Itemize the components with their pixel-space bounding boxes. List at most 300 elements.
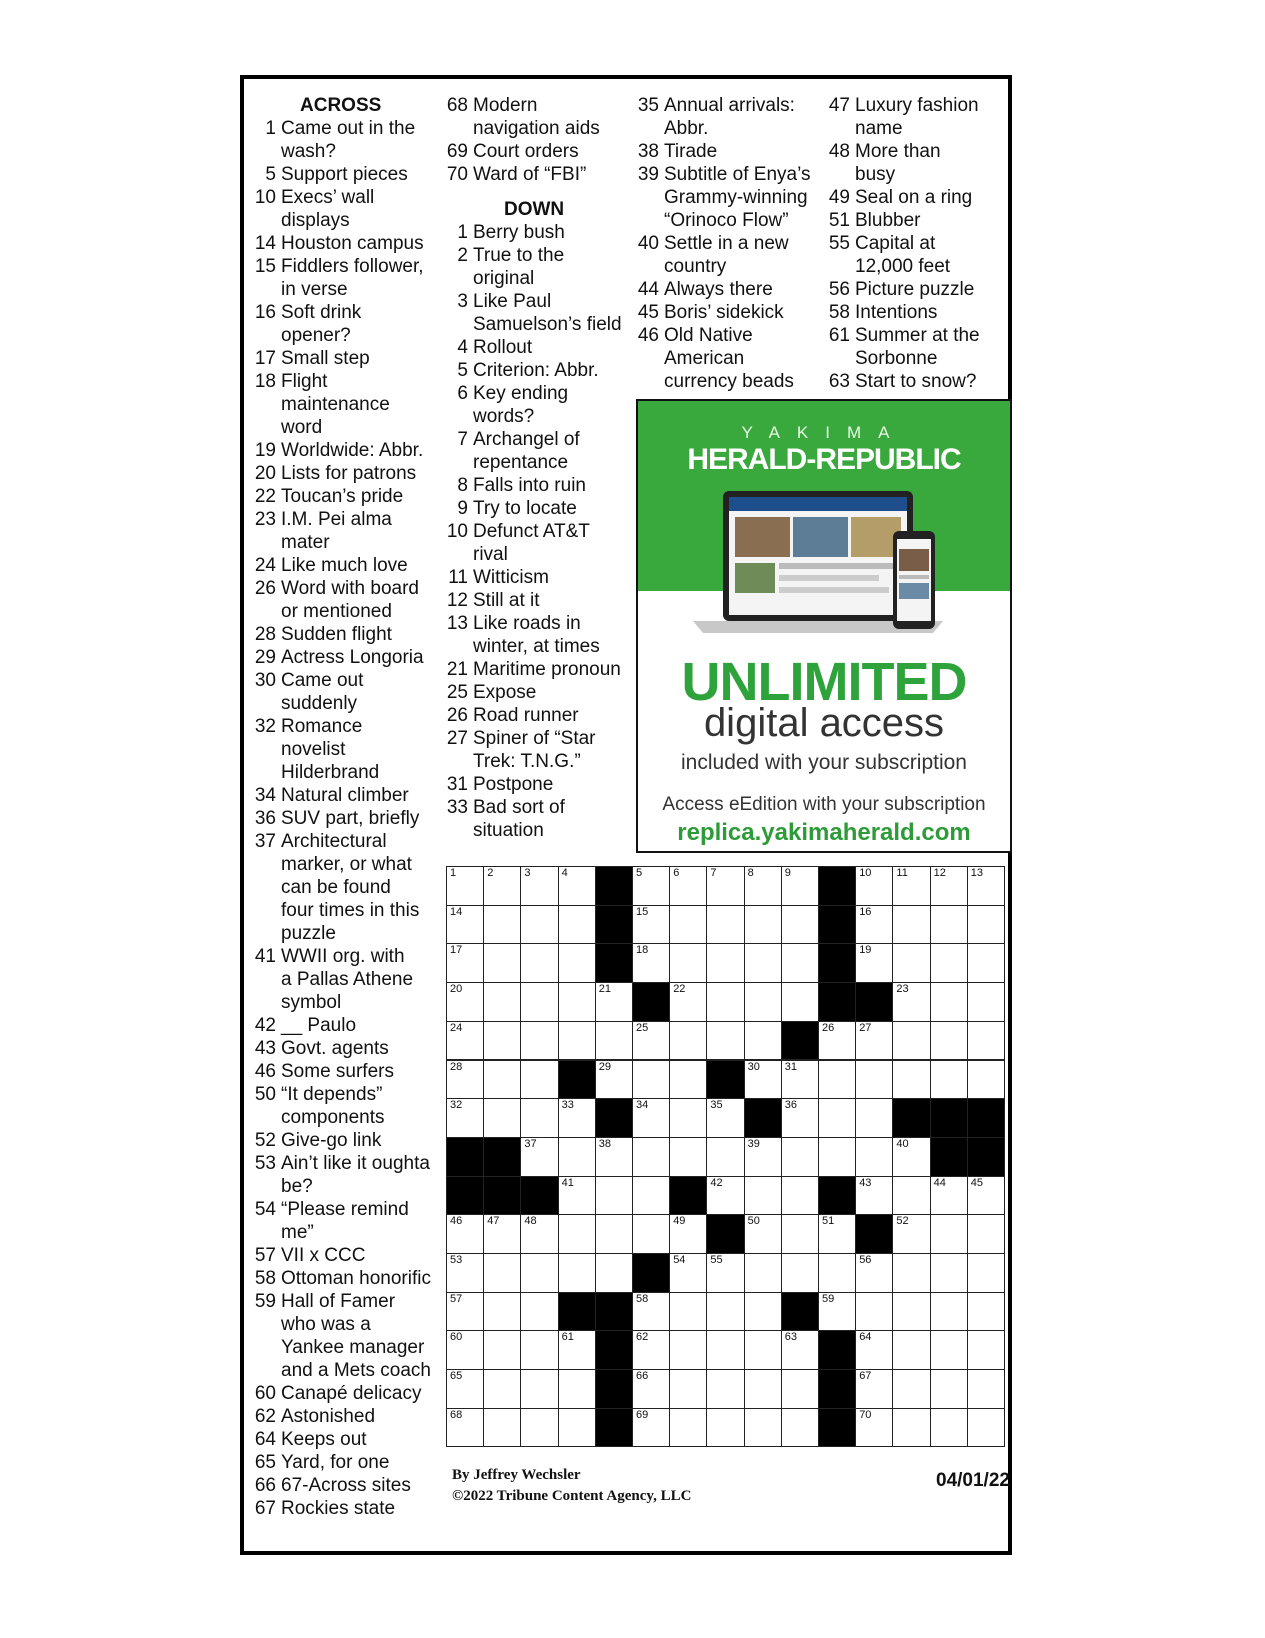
grid-black-square (967, 1137, 1005, 1177)
grid-cell[interactable] (446, 1369, 484, 1409)
grid-cell[interactable] (930, 905, 968, 945)
grid-cell[interactable] (632, 1098, 670, 1138)
clue-a-43 (254, 1037, 432, 1060)
clue-number: 30 (254, 670, 276, 691)
grid-cell[interactable] (706, 1021, 744, 1061)
grid-cell[interactable] (930, 1292, 968, 1332)
grid-cell[interactable] (744, 1408, 782, 1448)
ad-access-text: Access eEdition with your subscription (662, 794, 986, 815)
grid-cell[interactable] (446, 905, 484, 945)
clue-line: word (281, 417, 323, 438)
grid-cell[interactable] (967, 1369, 1005, 1409)
cell-number: 61 (561, 1331, 574, 1344)
clue-line: Word with board (281, 578, 419, 599)
grid-cell[interactable] (483, 1369, 521, 1409)
grid-cell[interactable] (520, 1292, 558, 1332)
grid-cell[interactable] (669, 982, 707, 1022)
grid-cell[interactable] (744, 905, 782, 945)
clue-line: Tirade (664, 141, 718, 162)
clue-number: 26 (446, 705, 468, 726)
grid-cell[interactable] (930, 1369, 968, 1409)
cell-number: 66 (636, 1370, 649, 1383)
grid-cell[interactable] (744, 1214, 782, 1254)
grid-cell[interactable] (930, 1060, 968, 1100)
grid-cell[interactable] (706, 1253, 744, 1293)
grid-cell[interactable] (892, 1137, 930, 1177)
grid-cell[interactable] (855, 1330, 893, 1370)
grid-cell[interactable] (595, 1060, 633, 1100)
clue-text (276, 508, 432, 554)
grid-cell[interactable] (855, 1060, 893, 1100)
clue-text (850, 209, 1010, 232)
grid-cell[interactable] (520, 1253, 558, 1293)
clue-line: Trek: T.N.G.” (473, 751, 581, 772)
grid-cell[interactable] (892, 1369, 930, 1409)
grid-cell[interactable] (855, 1253, 893, 1293)
grid-cell[interactable] (818, 1098, 856, 1138)
clue-text (276, 347, 432, 370)
cell-number: 30 (747, 1060, 760, 1073)
grid-cell[interactable] (558, 1330, 596, 1370)
grid-cell[interactable] (632, 1330, 670, 1370)
grid-cell[interactable] (744, 1021, 782, 1061)
clue-d-56 (828, 278, 1010, 301)
clue-a-62 (254, 1405, 432, 1428)
clue-number: 14 (254, 233, 276, 254)
grid-cell[interactable] (781, 1060, 819, 1100)
grid-cell[interactable] (446, 1098, 484, 1138)
cell-number: 33 (561, 1099, 574, 1112)
clue-text (276, 715, 432, 784)
grid-cell[interactable] (855, 1292, 893, 1332)
grid-cell[interactable] (558, 1098, 596, 1138)
grid-cell[interactable] (930, 1214, 968, 1254)
across-clue-list (254, 117, 432, 1520)
clue-a-66 (254, 1474, 432, 1497)
clue-text (468, 474, 626, 497)
grid-cell[interactable] (967, 982, 1005, 1022)
cell-number: 12 (933, 867, 946, 879)
crossword-grid[interactable] (446, 866, 1016, 1456)
clue-text (276, 945, 432, 1014)
grid-cell[interactable] (855, 1408, 893, 1448)
clue-number: 35 (637, 95, 659, 116)
grid-cell[interactable] (632, 1214, 670, 1254)
grid-cell[interactable] (669, 1330, 707, 1370)
grid-cell[interactable] (967, 943, 1005, 983)
grid-cell[interactable] (930, 1021, 968, 1061)
clue-d-58 (828, 301, 1010, 324)
grid-cell[interactable] (967, 1253, 1005, 1293)
grid-cell[interactable] (855, 1176, 893, 1216)
cell-number: 70 (859, 1408, 872, 1421)
grid-cell[interactable] (706, 1176, 744, 1216)
grid-cell[interactable] (520, 943, 558, 983)
grid-cell[interactable] (632, 1137, 670, 1177)
clue-line: Execs’ wall (281, 187, 375, 208)
subscription-ad[interactable] (636, 399, 1012, 853)
puzzle-date: 04/01/22 (936, 1470, 1010, 1491)
grid-cell[interactable] (706, 1330, 744, 1370)
cell-number: 3 (524, 867, 531, 879)
grid-cell[interactable] (669, 905, 707, 945)
grid-cell[interactable] (669, 1137, 707, 1177)
grid-cell[interactable] (892, 1021, 930, 1061)
grid-cell[interactable] (967, 1214, 1005, 1254)
grid-cell[interactable] (595, 1214, 633, 1254)
grid-cell[interactable] (744, 1292, 782, 1332)
grid-cell[interactable] (892, 1253, 930, 1293)
grid-cell[interactable] (520, 1214, 558, 1254)
grid-cell[interactable] (744, 1176, 782, 1216)
clue-number: 31 (446, 774, 468, 795)
grid-cell[interactable] (558, 1137, 596, 1177)
cell-number: 21 (598, 983, 612, 996)
clue-text (276, 577, 432, 623)
grid-cell[interactable] (446, 1292, 484, 1332)
grid-cell[interactable] (483, 1021, 521, 1061)
grid-cell[interactable] (855, 1369, 893, 1409)
grid-cell[interactable] (632, 866, 670, 906)
grid-cell[interactable] (781, 1176, 819, 1216)
grid-cell[interactable] (483, 1214, 521, 1254)
grid-cell[interactable] (892, 943, 930, 983)
grid-cell[interactable] (706, 982, 744, 1022)
grid-cell[interactable] (818, 1060, 856, 1100)
grid-cell[interactable] (706, 905, 744, 945)
grid-cell[interactable] (558, 1214, 596, 1254)
clue-line: Boris’ sidekick (664, 302, 784, 323)
clue-line: Court orders (473, 141, 579, 162)
grid-cell[interactable] (520, 905, 558, 945)
grid-cell[interactable] (706, 1137, 744, 1177)
clue-number: 26 (254, 578, 276, 599)
grid-cell[interactable] (892, 982, 930, 1022)
grid-cell[interactable] (967, 866, 1005, 906)
grid-cell[interactable] (818, 1214, 856, 1254)
clue-text (659, 94, 817, 140)
grid-cell[interactable] (446, 943, 484, 983)
grid-cell[interactable] (781, 1369, 819, 1409)
grid-cell[interactable] (669, 1408, 707, 1448)
cell-number: 23 (896, 983, 909, 996)
clue-text (850, 301, 1010, 324)
clue-line: Annual arrivals: (664, 95, 795, 116)
grid-cell[interactable] (892, 1408, 930, 1448)
clue-d-55 (828, 232, 1010, 278)
clue-number: 45 (637, 302, 659, 323)
grid-cell[interactable] (781, 943, 819, 983)
grid-cell[interactable] (595, 1137, 633, 1177)
grid-cell[interactable] (669, 1060, 707, 1100)
grid-cell[interactable] (520, 1060, 558, 1100)
grid-cell[interactable] (967, 905, 1005, 945)
grid-cell[interactable] (669, 1292, 707, 1332)
cell-number: 48 (524, 1215, 537, 1228)
grid-cell[interactable] (520, 1408, 558, 1448)
ad-included-text: included with your subscription (681, 751, 967, 774)
grid-black-square (930, 1137, 968, 1177)
grid-cell[interactable] (483, 905, 521, 945)
clue-number: 10 (446, 521, 468, 542)
grid-cell[interactable] (855, 866, 893, 906)
grid-black-square (818, 943, 856, 983)
grid-cell[interactable] (520, 1021, 558, 1061)
clue-line: country (664, 256, 727, 277)
grid-cell[interactable] (781, 1214, 819, 1254)
grid-cell[interactable] (781, 1137, 819, 1177)
grid-cell[interactable] (520, 1369, 558, 1409)
grid-cell[interactable] (558, 982, 596, 1022)
grid-cell[interactable] (632, 1408, 670, 1448)
grid-cell[interactable] (595, 982, 633, 1022)
clue-line: Like roads in (473, 613, 581, 634)
grid-cell[interactable] (558, 1408, 596, 1448)
clue-number: 8 (457, 475, 468, 496)
clue-line: Govt. agents (281, 1038, 389, 1059)
clue-line: Flight (281, 371, 328, 392)
grid-cell[interactable] (967, 1176, 1005, 1216)
grid-cell[interactable] (892, 1292, 930, 1332)
grid-cell[interactable] (855, 1021, 893, 1061)
grid-cell[interactable] (855, 1098, 893, 1138)
grid-cell[interactable] (706, 1098, 744, 1138)
grid-cell[interactable] (520, 1137, 558, 1177)
grid-cell[interactable] (669, 866, 707, 906)
grid-cell[interactable] (446, 1021, 484, 1061)
cell-number: 63 (784, 1331, 798, 1344)
clue-d-13 (446, 612, 626, 658)
grid-cell[interactable] (855, 943, 893, 983)
clue-a-10 (254, 186, 432, 232)
grid-cell[interactable] (520, 1098, 558, 1138)
grid-cell[interactable] (930, 1253, 968, 1293)
grid-cell[interactable] (558, 943, 596, 983)
grid-cell[interactable] (892, 905, 930, 945)
grid-cell[interactable] (446, 982, 484, 1022)
grid-cell[interactable] (855, 905, 893, 945)
grid-cell[interactable] (446, 866, 484, 906)
grid-cell[interactable] (706, 1292, 744, 1332)
grid-cell[interactable] (781, 866, 819, 906)
grid-cell[interactable] (632, 905, 670, 945)
grid-cell[interactable] (483, 1098, 521, 1138)
cell-number: 41 (561, 1176, 574, 1189)
grid-cell[interactable] (930, 1408, 968, 1448)
grid-cell[interactable] (706, 1369, 744, 1409)
ad-url-link[interactable]: replica.yakimaherald.com (677, 819, 971, 846)
grid-cell[interactable] (818, 1137, 856, 1177)
grid-cell[interactable] (520, 982, 558, 1022)
grid-cell[interactable] (632, 1369, 670, 1409)
grid-cell[interactable] (446, 1253, 484, 1293)
grid-cell[interactable] (855, 1137, 893, 1177)
clue-line: 12,000 feet (855, 256, 951, 277)
cell-number: 44 (933, 1176, 946, 1189)
clue-line: Houston campus (281, 233, 424, 254)
grid-cell[interactable] (744, 1330, 782, 1370)
grid-cell[interactable] (930, 866, 968, 906)
grid-cell[interactable] (744, 943, 782, 983)
grid-cell[interactable] (744, 866, 782, 906)
grid-cell[interactable] (967, 1408, 1005, 1448)
grid-black-square (595, 1369, 633, 1409)
grid-cell[interactable] (632, 1176, 670, 1216)
grid-cell[interactable] (818, 1253, 856, 1293)
clue-d-10 (446, 520, 626, 566)
grid-cell[interactable] (483, 1408, 521, 1448)
clue-a-67 (254, 1497, 432, 1520)
grid-cell[interactable] (520, 1330, 558, 1370)
clue-a-5 (254, 163, 432, 186)
across-header: ACROSS (300, 95, 382, 116)
clue-text (276, 1152, 432, 1198)
grid-cell[interactable] (446, 1060, 484, 1100)
grid-cell[interactable] (967, 1330, 1005, 1370)
clue-number: 69 (446, 141, 468, 162)
grid-cell[interactable] (781, 1330, 819, 1370)
clue-a-1 (254, 117, 432, 163)
clue-number: 51 (828, 210, 850, 231)
grid-cell[interactable] (483, 1060, 521, 1100)
grid-cell[interactable] (744, 1369, 782, 1409)
grid-cell[interactable] (892, 1060, 930, 1100)
clue-a-64 (254, 1428, 432, 1451)
cell-number: 18 (636, 944, 649, 957)
cell-number: 27 (859, 1021, 872, 1034)
grid-cell[interactable] (632, 1060, 670, 1100)
grid-cell[interactable] (669, 1369, 707, 1409)
grid-cell[interactable] (892, 1214, 930, 1254)
grid-black-square (595, 866, 633, 906)
grid-cell[interactable] (483, 1330, 521, 1370)
grid-cell[interactable] (446, 1214, 484, 1254)
grid-cell[interactable] (781, 1253, 819, 1293)
clue-line: in verse (281, 279, 348, 300)
grid-cell[interactable] (781, 1408, 819, 1448)
clue-text (276, 830, 432, 945)
grid-cell[interactable] (967, 1292, 1005, 1332)
grid-cell[interactable] (892, 1176, 930, 1216)
grid-cell[interactable] (520, 866, 558, 906)
grid-cell[interactable] (632, 943, 670, 983)
across-clues-column (254, 94, 432, 1520)
grid-cell[interactable] (595, 1253, 633, 1293)
grid-cell[interactable] (632, 1292, 670, 1332)
grid-cell[interactable] (744, 1253, 782, 1293)
grid-cell[interactable] (632, 1021, 670, 1061)
grid-cell[interactable] (558, 1176, 596, 1216)
grid-cell[interactable] (446, 1330, 484, 1370)
grid-cell[interactable] (446, 1408, 484, 1448)
copyright-text: ©2022 Tribune Content Agency, LLC (452, 1488, 692, 1504)
grid-cell[interactable] (483, 866, 521, 906)
grid-cell[interactable] (706, 866, 744, 906)
grid-black-square (818, 1176, 856, 1216)
grid-cell[interactable] (892, 1330, 930, 1370)
clue-line: rival (473, 544, 508, 565)
grid-cell[interactable] (595, 1176, 633, 1216)
grid-black-square (818, 1408, 856, 1448)
grid-cell[interactable] (558, 1021, 596, 1061)
clue-d-6 (446, 382, 626, 428)
cell-number: 16 (859, 905, 872, 918)
grid-cell[interactable] (483, 982, 521, 1022)
cell-number: 9 (784, 867, 791, 879)
cell-number: 47 (487, 1215, 500, 1228)
clue-d-47 (828, 94, 1010, 140)
grid-cell[interactable] (483, 1292, 521, 1332)
grid-cell[interactable] (781, 1098, 819, 1138)
clue-number: 63 (828, 371, 850, 392)
grid-cell[interactable] (892, 866, 930, 906)
clue-line: Still at it (473, 590, 540, 611)
clue-number: 1 (457, 222, 468, 243)
clue-line: Canapé delicacy (281, 1383, 422, 1404)
clue-text (276, 1405, 432, 1428)
grid-cell[interactable] (818, 1021, 856, 1061)
grid-cell[interactable] (930, 1176, 968, 1216)
grid-cell[interactable] (558, 866, 596, 906)
clue-number: 39 (637, 164, 659, 185)
grid-cell[interactable] (781, 982, 819, 1022)
grid-cell[interactable] (781, 905, 819, 945)
grid-cell[interactable] (558, 1369, 596, 1409)
clue-line: Small step (281, 348, 370, 369)
clue-number: 18 (254, 371, 276, 392)
clue-number: 67 (254, 1498, 276, 1519)
grid-cell[interactable] (967, 1021, 1005, 1061)
grid-cell[interactable] (483, 943, 521, 983)
clue-line: __ Paulo (281, 1015, 357, 1036)
grid-cell[interactable] (595, 1021, 633, 1061)
clue-number: 64 (254, 1429, 276, 1450)
grid-cell[interactable] (558, 1253, 596, 1293)
cell-number: 37 (524, 1137, 537, 1150)
grid-cell[interactable] (669, 1214, 707, 1254)
clue-text (276, 1244, 432, 1267)
clue-number: 28 (254, 624, 276, 645)
grid-cell[interactable] (930, 943, 968, 983)
grid-cell[interactable] (967, 1060, 1005, 1100)
grid-cell[interactable] (669, 1253, 707, 1293)
grid-cell[interactable] (483, 1253, 521, 1293)
clue-line: “Please remind (281, 1199, 409, 1220)
clue-line: marker, or what (281, 854, 412, 875)
grid-cell[interactable] (930, 1330, 968, 1370)
grid-cell[interactable] (818, 1292, 856, 1332)
clue-text (276, 1267, 432, 1290)
grid-cell[interactable] (669, 1098, 707, 1138)
clue-text (276, 1497, 432, 1520)
grid-cell[interactable] (744, 1060, 782, 1100)
grid-cell[interactable] (744, 1137, 782, 1177)
cell-number: 17 (450, 944, 463, 957)
grid-cell[interactable] (706, 1408, 744, 1448)
grid-cell[interactable] (669, 1021, 707, 1061)
clue-number: 43 (254, 1038, 276, 1059)
grid-cell[interactable] (930, 982, 968, 1022)
clue-line: WWII org. with (281, 946, 405, 967)
grid-cell[interactable] (669, 943, 707, 983)
clue-line: currency beads (664, 371, 794, 392)
grid-cell[interactable] (558, 905, 596, 945)
clue-text (276, 462, 432, 485)
cell-number: 55 (710, 1254, 723, 1266)
grid-cell[interactable] (706, 943, 744, 983)
clue-text (850, 278, 1010, 301)
grid-cell[interactable] (744, 982, 782, 1022)
